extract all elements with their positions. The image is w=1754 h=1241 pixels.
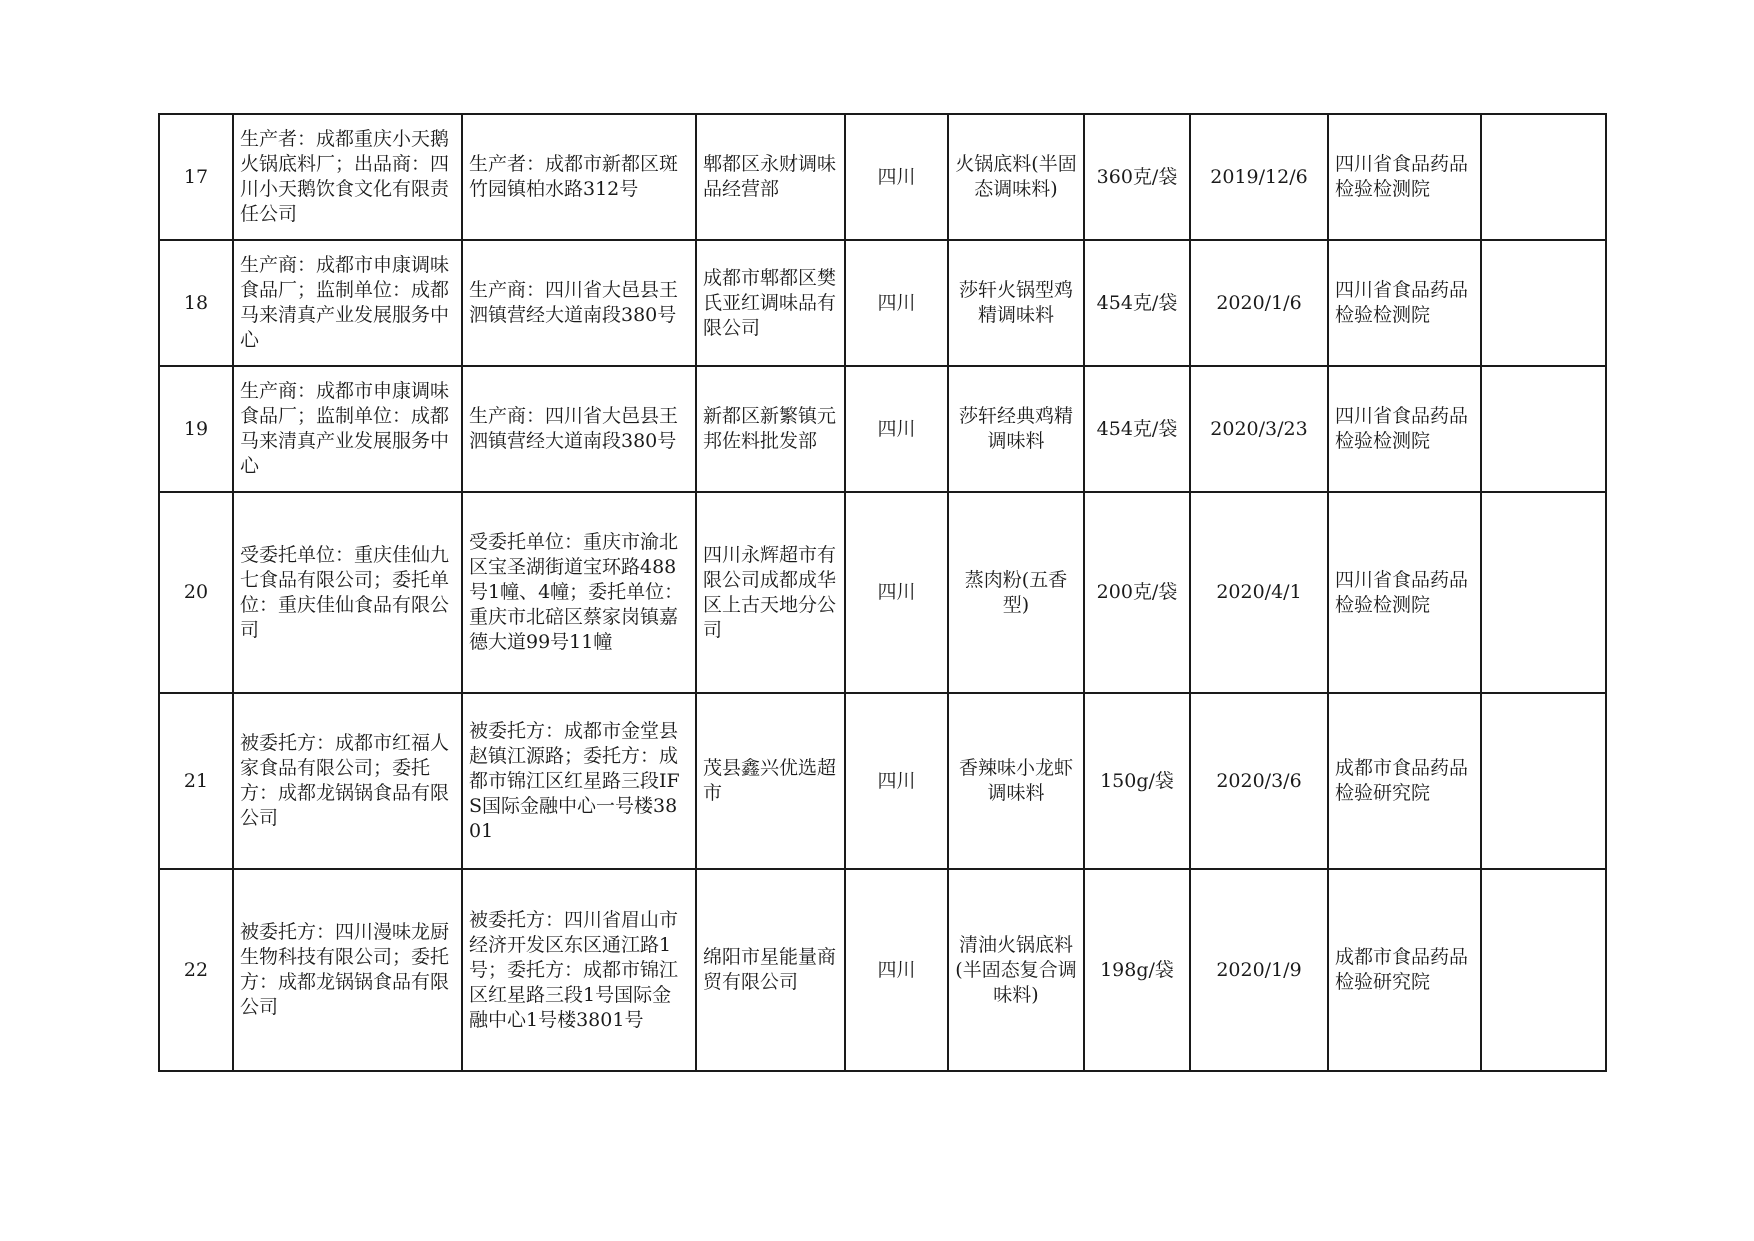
spec-cell: 198g/袋	[1084, 869, 1190, 1071]
product-name-cell: 清油火锅底料(半固态复合调味料)	[948, 869, 1084, 1071]
province-cell: 四川	[845, 869, 948, 1071]
testing-institution-cell: 四川省食品药品检验检测院	[1328, 366, 1481, 492]
table-row	[159, 492, 1606, 693]
province-cell: 四川	[845, 114, 948, 240]
production-date-cell: 2020/3/6	[1190, 693, 1328, 869]
seller-cell: 绵阳市星能量商贸有限公司	[696, 869, 845, 1071]
production-date-cell: 2020/1/9	[1190, 869, 1328, 1071]
row-index-cell: 20	[159, 492, 233, 693]
testing-institution-cell: 四川省食品药品检验检测院	[1328, 492, 1481, 693]
producer-address-cell: 生产商：四川省大邑县王泗镇营经大道南段380号	[462, 240, 696, 366]
seller-cell: 四川永辉超市有限公司成都成华区上古天地分公司	[696, 492, 845, 693]
spec-cell: 360克/袋	[1084, 114, 1190, 240]
note-cell	[1481, 240, 1606, 366]
producer-address-cell: 被委托方：成都市金堂县赵镇江源路；委托方：成都市锦江区红星路三段IFS国际金融中心一号楼3801	[462, 693, 696, 869]
producer-cell: 生产商：成都市申康调味食品厂；监制单位：成都马来清真产业发展服务中心	[233, 366, 462, 492]
producer-cell: 被委托方：成都市红福人家食品有限公司；委托方：成都龙锅锅食品有限公司	[233, 693, 462, 869]
product-name-cell: 香辣味小龙虾调味料	[948, 693, 1084, 869]
testing-institution-cell: 四川省食品药品检验检测院	[1328, 240, 1481, 366]
note-cell	[1481, 693, 1606, 869]
production-date-cell: 2020/3/23	[1190, 366, 1328, 492]
producer-cell: 生产商：成都市申康调味食品厂；监制单位：成都马来清真产业发展服务中心	[233, 240, 462, 366]
producer-cell: 生产者：成都重庆小天鹅火锅底料厂；出品商：四川小天鹅饮食文化有限责任公司	[233, 114, 462, 240]
testing-institution-cell: 成都市食品药品检验研究院	[1328, 869, 1481, 1071]
table-row	[159, 240, 1606, 366]
product-name-cell: 莎轩火锅型鸡精调味料	[948, 240, 1084, 366]
table-row	[159, 869, 1606, 1071]
product-name-cell: 莎轩经典鸡精调味料	[948, 366, 1084, 492]
producer-cell: 被委托方：四川漫味龙厨生物科技有限公司；委托方：成都龙锅锅食品有限公司	[233, 869, 462, 1071]
producer-address-cell: 生产商：四川省大邑县王泗镇营经大道南段380号	[462, 366, 696, 492]
testing-institution-cell: 成都市食品药品检验研究院	[1328, 693, 1481, 869]
row-index-cell: 17	[159, 114, 233, 240]
table-row	[159, 693, 1606, 869]
note-cell	[1481, 869, 1606, 1071]
seller-cell: 新都区新繁镇元邦佐料批发部	[696, 366, 845, 492]
row-index-cell: 19	[159, 366, 233, 492]
testing-institution-cell: 四川省食品药品检验检测院	[1328, 114, 1481, 240]
row-index-cell: 21	[159, 693, 233, 869]
spec-cell: 150g/袋	[1084, 693, 1190, 869]
row-index-cell: 18	[159, 240, 233, 366]
seller-cell: 茂县鑫兴优选超市	[696, 693, 845, 869]
row-index-cell: 22	[159, 869, 233, 1071]
sampling-results-table	[158, 113, 1607, 1072]
production-date-cell: 2020/1/6	[1190, 240, 1328, 366]
note-cell	[1481, 492, 1606, 693]
province-cell: 四川	[845, 492, 948, 693]
spec-cell: 454克/袋	[1084, 240, 1190, 366]
spec-cell: 200克/袋	[1084, 492, 1190, 693]
province-cell: 四川	[845, 693, 948, 869]
table-row	[159, 366, 1606, 492]
producer-cell: 受委托单位：重庆佳仙九七食品有限公司；委托单位：重庆佳仙食品有限公司	[233, 492, 462, 693]
producer-address-cell: 受委托单位：重庆市渝北区宝圣湖街道宝环路488号1幢、4幢；委托单位：重庆市北碚区蔡家岗镇嘉德大道99号11幢	[462, 492, 696, 693]
table-row	[159, 114, 1606, 240]
province-cell: 四川	[845, 366, 948, 492]
production-date-cell: 2020/4/1	[1190, 492, 1328, 693]
note-cell	[1481, 366, 1606, 492]
production-date-cell: 2019/12/6	[1190, 114, 1328, 240]
product-name-cell: 火锅底料(半固态调味料)	[948, 114, 1084, 240]
note-cell	[1481, 114, 1606, 240]
spec-cell: 454克/袋	[1084, 366, 1190, 492]
product-name-cell: 蒸肉粉(五香型)	[948, 492, 1084, 693]
province-cell: 四川	[845, 240, 948, 366]
producer-address-cell: 被委托方：四川省眉山市经济开发区东区通江路1号；委托方：成都市锦江区红星路三段1号国际金融中心1号楼3801号	[462, 869, 696, 1071]
seller-cell: 郫都区永财调味品经营部	[696, 114, 845, 240]
seller-cell: 成都市郫都区樊氏亚红调味品有限公司	[696, 240, 845, 366]
producer-address-cell: 生产者：成都市新都区斑竹园镇柏水路312号	[462, 114, 696, 240]
